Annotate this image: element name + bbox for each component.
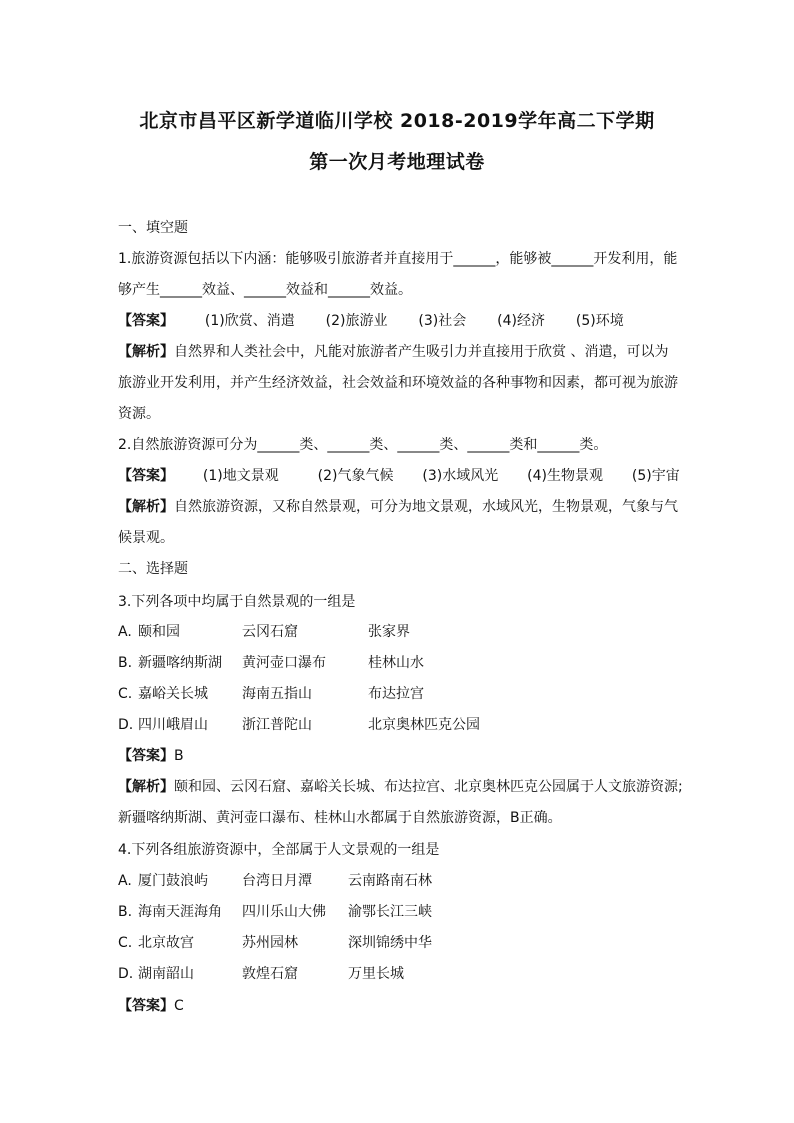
option-item: 敦煌石窟 bbox=[242, 966, 298, 982]
option-letter: A. bbox=[118, 624, 132, 640]
q2-answer bbox=[118, 466, 680, 486]
option-item: 海南天涯海角 bbox=[138, 904, 222, 920]
q1-analysis-line2: 旅游业开发利用，并产生经济效益，社会效益和环境效益的各种事物和因素，都可视为旅游 bbox=[118, 375, 678, 391]
answer-label: 【答案】 bbox=[118, 468, 174, 484]
q3-stem: 3.下列各项中均属于自然景观的一组是 bbox=[118, 594, 356, 610]
q3-analysis-line1 bbox=[118, 777, 683, 797]
option-item: 北京故宫 bbox=[138, 935, 194, 951]
option-item: 四川峨眉山 bbox=[138, 717, 208, 733]
section-heading-fill-blank: 一、填空题 bbox=[118, 220, 188, 236]
option-item: 台湾日月潭 bbox=[242, 873, 312, 889]
option-item: 新疆喀纳斯湖 bbox=[138, 655, 222, 671]
analysis-text: 自然界和人类社会中，凡能对旅游者产生吸引力并直接用于欣赏 、消遣，可以为 bbox=[174, 344, 669, 360]
q3-option-c bbox=[118, 684, 424, 704]
option-letter: C. bbox=[118, 686, 133, 702]
option-item: 张家界 bbox=[368, 624, 410, 640]
option-item: 布达拉宫 bbox=[368, 686, 424, 702]
answer-item: (4)经济 bbox=[497, 313, 545, 329]
q2-stem: 2.自然旅游资源可分为______类、______类、______类、______类和______类。 bbox=[118, 437, 608, 453]
option-item: 云冈石窟 bbox=[242, 624, 298, 640]
answer-item: (5)宇宙 bbox=[631, 468, 680, 484]
q2-analysis-line1 bbox=[118, 497, 678, 517]
answer-item: (1)地文景观 bbox=[202, 468, 279, 484]
q4-stem: 4.下列各组旅游资源中，全部属于人文景观的一组是 bbox=[118, 842, 440, 858]
answer-label: 【答案】 bbox=[118, 748, 174, 764]
answer-item: (3)社会 bbox=[418, 313, 467, 329]
option-item: 深圳锦绣中华 bbox=[348, 935, 432, 951]
option-item: 黄河壶口瀑布 bbox=[242, 655, 326, 671]
option-item: 苏州园林 bbox=[242, 935, 298, 951]
answer-label: 【答案】 bbox=[118, 998, 174, 1014]
q3-option-b bbox=[118, 653, 424, 673]
q4-option-c bbox=[118, 933, 432, 953]
answer-item: (2)气象气候 bbox=[317, 468, 394, 484]
q4-answer bbox=[118, 996, 184, 1016]
answer-value: C bbox=[174, 998, 184, 1014]
option-letter: D. bbox=[118, 966, 134, 982]
answer-item: (3)水域风光 bbox=[422, 468, 499, 484]
option-item: 万里长城 bbox=[348, 966, 404, 982]
q1-analysis-line3: 资源。 bbox=[118, 406, 160, 422]
option-item: 颐和园 bbox=[138, 624, 180, 640]
option-letter: C. bbox=[118, 935, 133, 951]
answer-item: (5)环境 bbox=[575, 313, 624, 329]
q1-analysis-line1 bbox=[118, 342, 668, 362]
q3-option-a bbox=[118, 622, 410, 642]
option-letter: A. bbox=[118, 873, 132, 889]
q2-analysis-line2: 候景观。 bbox=[118, 530, 174, 546]
q4-option-b bbox=[118, 902, 432, 922]
section-heading-choice: 二、选择题 bbox=[118, 561, 188, 577]
option-letter: B. bbox=[118, 655, 133, 671]
analysis-label: 【解析】 bbox=[118, 779, 174, 795]
page-subtitle: 第一次月考地理试卷 bbox=[309, 151, 485, 173]
q1-stem-line2: 够产生______效益、______效益和______效益。 bbox=[118, 282, 412, 298]
analysis-text: 颐和园、云冈石窟、嘉峪关长城、布达拉宫、北京奥林匹克公园属于人文旅游资源; bbox=[174, 779, 683, 795]
q1-answer bbox=[118, 311, 624, 331]
analysis-text: 自然旅游资源，又称自然景观，可分为地文景观，水域风光，生物景观，气象与气 bbox=[174, 499, 678, 515]
option-item: 桂林山水 bbox=[368, 655, 424, 671]
option-item: 云南路南石林 bbox=[348, 873, 432, 889]
option-letter: D. bbox=[118, 717, 134, 733]
analysis-label: 【解析】 bbox=[118, 499, 174, 515]
q4-option-a bbox=[118, 871, 432, 891]
option-item: 湖南韶山 bbox=[138, 966, 194, 982]
q3-option-d bbox=[118, 715, 480, 735]
option-item: 北京奥林匹克公园 bbox=[368, 717, 480, 733]
answer-value: B bbox=[174, 748, 184, 764]
page-title: 北京市昌平区新学道临川学校 2018-2019学年高二下学期 bbox=[139, 110, 655, 132]
option-item: 厦门鼓浪屿 bbox=[138, 873, 208, 889]
answer-item: (4)生物景观 bbox=[527, 468, 603, 484]
option-letter: B. bbox=[118, 904, 133, 920]
option-item: 嘉峪关长城 bbox=[138, 686, 208, 702]
analysis-label: 【解析】 bbox=[118, 344, 174, 360]
q3-answer bbox=[118, 746, 184, 766]
q3-analysis-line2: 新疆喀纳斯湖、黄河壶口瀑布、桂林山水都属于自然旅游资源，B正确。 bbox=[118, 810, 562, 826]
answer-item: (1)欣赏、消遣 bbox=[204, 313, 295, 329]
q1-stem-line1: 1.旅游资源包括以下内涵：能够吸引旅游者并直接用于______，能够被______开发利用，能 bbox=[118, 251, 678, 267]
q4-option-d bbox=[118, 964, 404, 984]
option-item: 渝鄂长江三峡 bbox=[348, 904, 432, 920]
answer-label: 【答案】 bbox=[118, 313, 174, 329]
option-item: 浙江普陀山 bbox=[242, 717, 312, 733]
answer-item: (2)旅游业 bbox=[325, 313, 388, 329]
option-item: 四川乐山大佛 bbox=[242, 904, 326, 920]
option-item: 海南五指山 bbox=[242, 686, 312, 702]
